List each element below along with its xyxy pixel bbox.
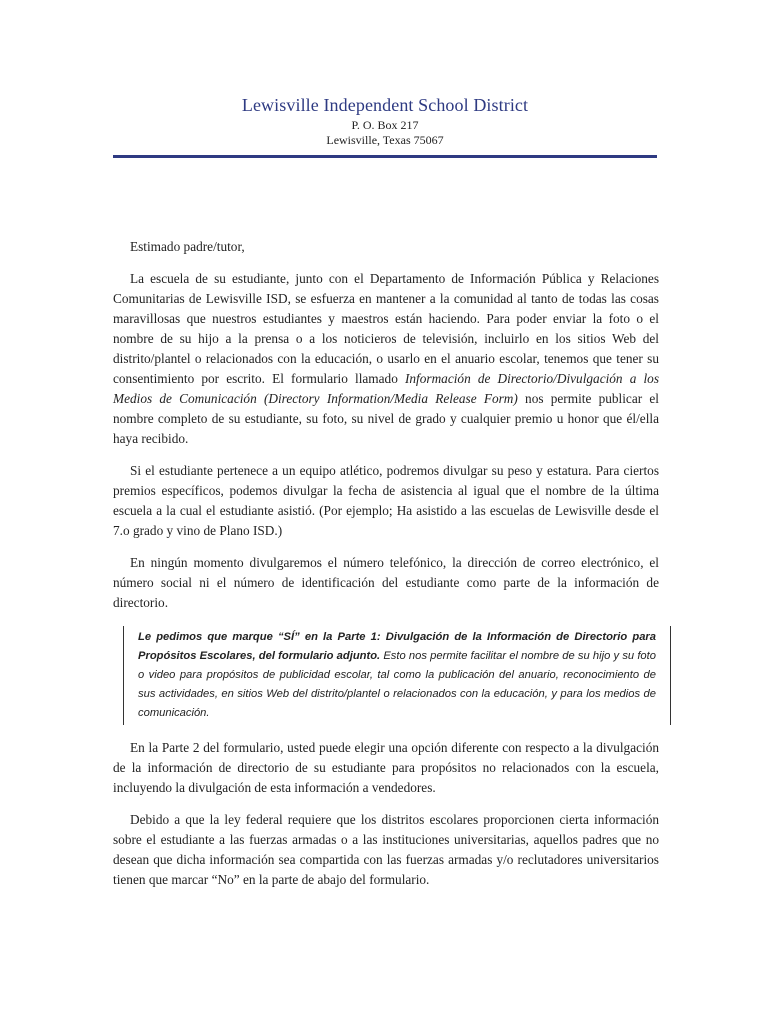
organization-name: Lewisville Independent School District xyxy=(241,95,529,115)
callout-box xyxy=(123,626,671,725)
form-name: Información de Directorio/Divulgación a los Medios de Comunicación (Directory Information/Media Release Form) xyxy=(113,371,659,406)
address-line-1: P. O. Box 217 xyxy=(351,118,419,132)
salutation: Estimado padre/tutor, xyxy=(130,239,245,254)
address-line-2: Lewisville, Texas 75067 xyxy=(326,133,444,147)
letter-body xyxy=(113,237,659,890)
paragraph-4: En la Parte 2 del formulario, usted puede elegir una opción diferente con respecto a la divulgación de la información de directorio de su estudiante para propósitos no relacionados con la escuela, incluyendo la divulgación de esta información a vendedores. xyxy=(113,740,659,795)
header-divider xyxy=(113,155,657,158)
callout-bold-text: Le pedimos que marque “SÍ” en la Parte 1: Divulgación de la Información de Directorio para Propósitos Escolares, del formulario adjunto. xyxy=(138,631,656,662)
paragraph-1 xyxy=(113,269,659,449)
paragraph-1-end: nos permite publicar el nombre completo de su estudiante, su foto, su nivel de grado y cualquier premio u honor que él/ella haya recibido. xyxy=(113,391,659,446)
callout-text: Esto nos permite facilitar el nombre de su hijo y su foto o video para propósitos de publicidad escolar, tal como la publicación del anuario, reconocimiento de sus actividades, en sitios Web del distrito/plantel o relacionados con la educación, y para los medios de comunicación. xyxy=(138,650,656,719)
letterhead xyxy=(0,92,770,148)
paragraph-3: En ningún momento divulgaremos el número telefónico, la dirección de correo electrónico, el número social ni el número de identificación del estudiante como parte de la información de directorio. xyxy=(113,555,659,610)
paragraph-1-start: La escuela de su estudiante, junto con el Departamento de Información Pública y Relaciones Comunitarias de Lewisville ISD, se esfuerza en mantener a la comunidad al tanto de todas las cosas maravillosas que nuestros estudiantes y maestros están haciendo. Para poder enviar la foto o el nombre de su hijo a la prensa o a los noticieros de televisión, incluirlo en los sitios Web del distrito/plantel o relacionados con la educación, o usarlo en el anuario escolar, tenemos que tener su consentimiento por escrito. El formulario llamado xyxy=(113,271,659,386)
paragraph-2: Si el estudiante pertenece a un equipo atlético, podremos divulgar su peso y estatura. Para ciertos premios específicos, podemos divulgar la fecha de asistencia al igual que el nombre de la última escuela a la cual el estudiante asistió. (Por ejemplo; Ha asistido a las escuelas de Lewisville desde el 7.o grado y vino de Plano ISD.) xyxy=(113,463,659,538)
paragraph-5: Debido a que la ley federal requiere que los distritos escolares proporcionen cierta información sobre el estudiante a las fuerzas armadas o a las instituciones universitarias, aquellos padres que no desean que dicha información sea compartida con las fuerzas armadas y/o reclutadores universitarios tienen que marcar “No” en la parte de abajo del formulario. xyxy=(113,812,659,887)
